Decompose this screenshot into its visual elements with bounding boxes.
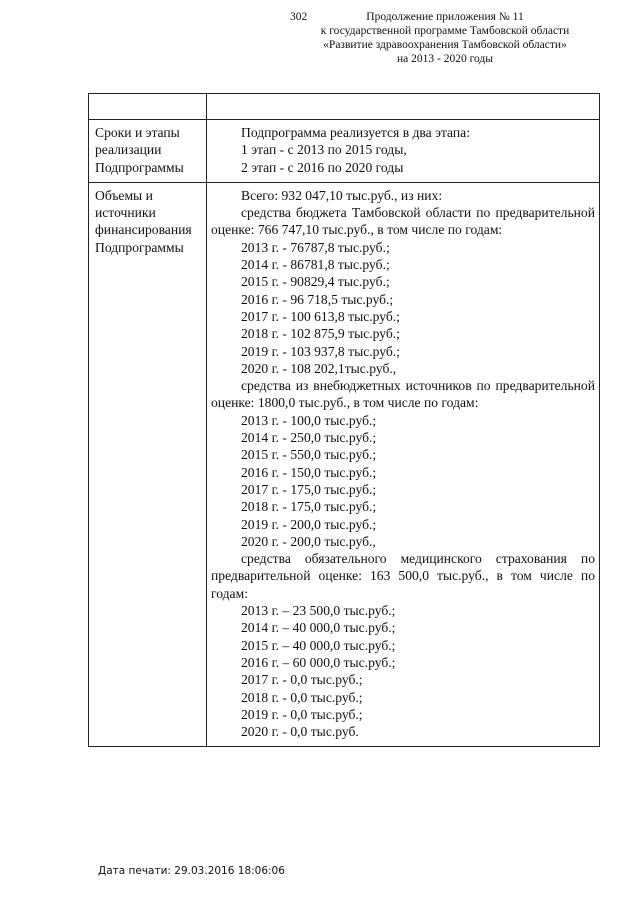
year-amount: 2018 г. - 175,0 тыс.руб.; [241, 499, 377, 515]
year-amount: 2014 г. - 86781,8 тыс.руб.; [241, 257, 390, 273]
page-number: 302 [290, 11, 308, 23]
row-label-financing [89, 182, 207, 747]
row-label-terms [89, 120, 207, 183]
passport-table [88, 93, 600, 747]
year-amount: 2015 г. - 550,0 тыс.руб.; [241, 447, 377, 463]
text-line: 1 этап - с 2013 по 2015 годы, [241, 142, 407, 158]
page-header [290, 10, 600, 66]
year-amount: 2017 г. - 100 613,8 тыс.руб.; [241, 308, 400, 324]
header-line: Продолжение приложения № 11 [366, 11, 524, 23]
header-line: на 2013 - 2020 годы [396, 53, 493, 65]
year-amount: 2019 г. - 0,0 тыс.руб.; [241, 706, 363, 722]
year-amount: 2016 г. - 96 718,5 тыс.руб.; [241, 291, 394, 307]
row-value-terms [207, 120, 600, 183]
label-line: реализации [95, 142, 162, 158]
year-amount: 2019 г. - 200,0 тыс.руб.; [241, 516, 377, 532]
header-line: «Развитие здравоохранения Тамбовской области» [323, 39, 567, 51]
year-amount: 2016 г. - 150,0 тыс.руб.; [241, 464, 377, 480]
year-amount: 2017 г. - 175,0 тыс.руб.; [241, 481, 377, 497]
label-line: Подпрограммы [95, 159, 184, 175]
table-cell [207, 94, 600, 120]
year-amount: 2013 г. - 100,0 тыс.руб.; [241, 412, 377, 428]
table-row [89, 94, 600, 120]
year-amount: 2014 г. – 40 000,0 тыс.руб.; [241, 620, 396, 636]
insurance-intro: средства обязательного медицинского страхования по предварительной оценке: 163 500,0 тыс.руб., в том числе по годам: [211, 551, 595, 601]
year-amount: 2018 г. - 0,0 тыс.руб.; [241, 689, 363, 705]
table-row [89, 182, 600, 747]
text-line: 2 этап - с 2016 по 2020 годы [241, 159, 404, 175]
label-line: Объемы и [95, 187, 153, 203]
label-line: Сроки и этапы [95, 125, 180, 140]
year-amount: 2013 г. – 23 500,0 тыс.руб.; [241, 603, 396, 619]
table-row [89, 120, 600, 183]
extrabudget-intro: средства из внебюджетных источников по предварительной оценке: 1800,0 тыс.руб., в том числе по годам: [211, 378, 595, 411]
year-amount: 2019 г. - 103 937,8 тыс.руб.; [241, 343, 400, 359]
regional-budget-intro: средства бюджета Тамбовской области по предварительной оценке: 766 747,10 тыс.руб., в том числе по годам: [211, 205, 595, 238]
year-amount: 2020 г. - 200,0 тыс.руб., [241, 533, 376, 549]
year-amount: 2015 г. – 40 000,0 тыс.руб.; [241, 637, 396, 653]
year-amount: 2020 г. - 0,0 тыс.руб. [241, 724, 359, 740]
print-date: Дата печати: 29.03.2016 18:06:06 [98, 865, 285, 877]
label-line: финансирования [95, 222, 192, 238]
header-line: к государственной программе Тамбовской области [320, 25, 570, 37]
year-amount: 2018 г. - 102 875,9 тыс.руб.; [241, 326, 400, 342]
year-amount: 2017 г. - 0,0 тыс.руб.; [241, 672, 363, 688]
text-line: Подпрограмма реализуется в два этапа: [241, 125, 470, 140]
year-amount: 2015 г. - 90829,4 тыс.руб.; [241, 274, 390, 290]
total-amount: Всего: 932 047,10 тыс.руб., из них: [241, 187, 443, 203]
table-cell [89, 94, 207, 120]
label-line: Подпрограммы [95, 239, 184, 255]
year-amount: 2014 г. - 250,0 тыс.руб.; [241, 430, 377, 446]
label-line: источники [95, 205, 156, 221]
year-amount: 2016 г. – 60 000,0 тыс.руб.; [241, 654, 396, 670]
year-amount: 2020 г. - 108 202,1тыс.руб., [241, 360, 397, 376]
year-amount: 2013 г. - 76787,8 тыс.руб.; [241, 239, 390, 255]
row-value-financing [207, 182, 600, 747]
